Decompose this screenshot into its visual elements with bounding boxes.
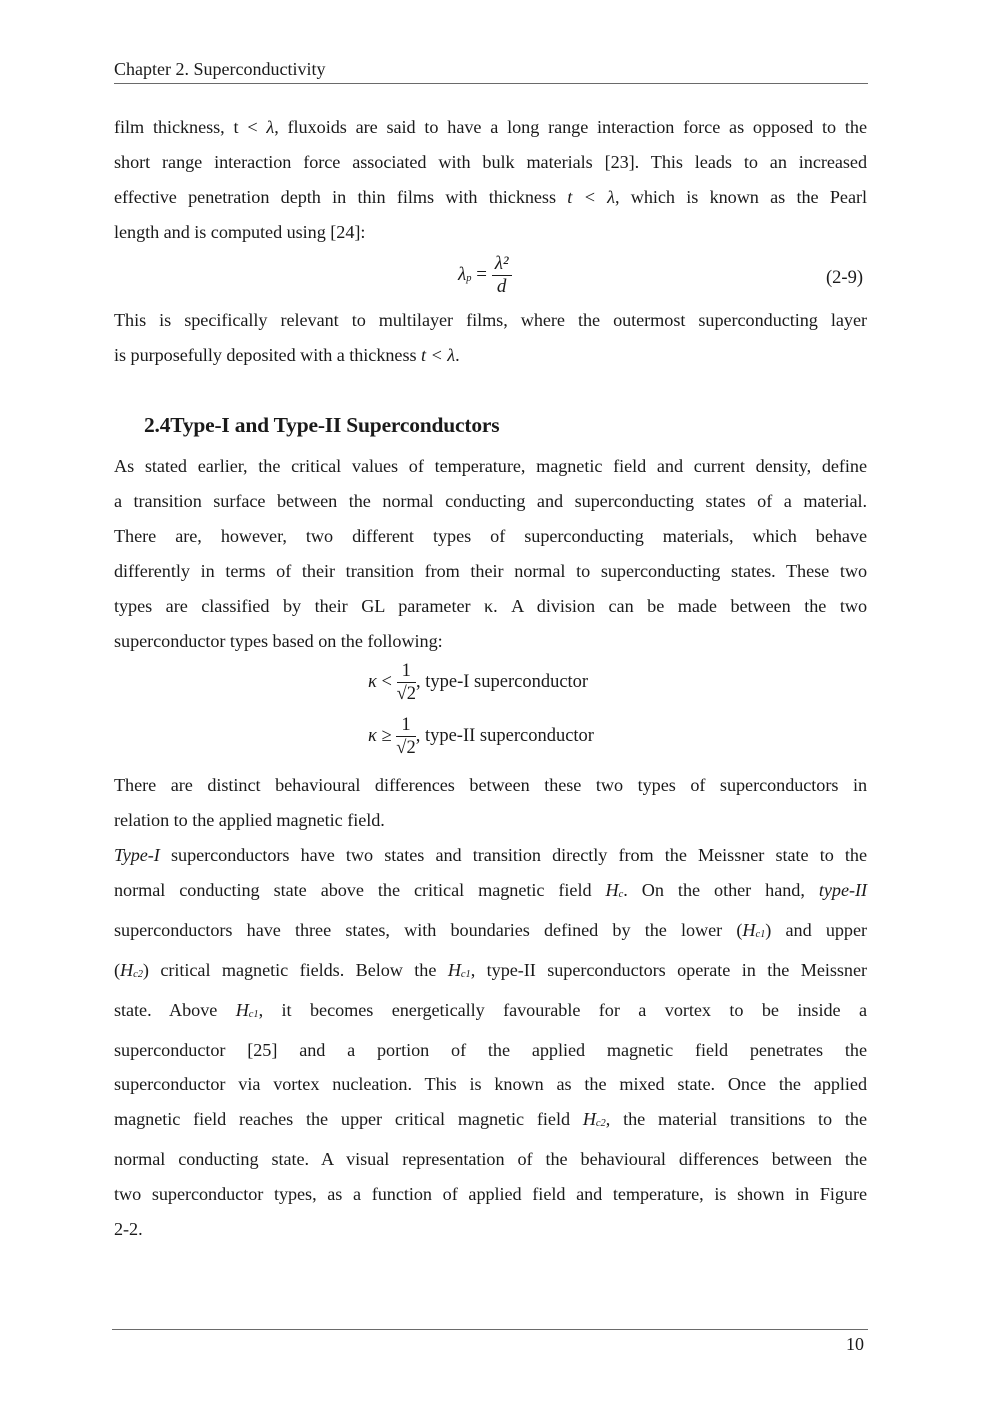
section-title: Type-I and Type-II Superconductors (170, 413, 500, 437)
fraction: $\frac{\text{λ²}}{d}$ (492, 253, 512, 298)
condition-type-ii: κ ≥ $\frac{1}{√2}$ , type-II superconductor (368, 715, 594, 758)
text-line: superconductor via vortex nucleation. This is known as the mixed state. Once the applied (114, 1074, 867, 1095)
text-line: superconductors have three states, with boundaries defined by the lower (Hc1) and upper (114, 919, 867, 940)
section-heading (144, 413, 499, 438)
text-line: superconductor [25] and a portion of the applied magnetic field penetrates the (114, 1039, 867, 1060)
condition-type-i: κ < $\frac{1}{√2}$ , type-I superconductor (368, 661, 589, 704)
text-line: types are classified by their GL parameter κ. A division can be made between the two (114, 595, 867, 616)
text-line: differently in terms of their transition from their normal to superconducting states. These two (114, 560, 867, 581)
text-line: Type-I superconductors have two states and transition directly from the Meissner state to the (114, 845, 867, 865)
text-line: superconductor types based on the following: (114, 630, 443, 651)
paragraph-types-intro (114, 449, 867, 658)
paragraph-type-details (114, 838, 867, 1247)
text-line: film thickness, t < λ, fluxoids are said to have a long range interaction force as opposed to the (114, 117, 867, 137)
text-line: two superconductor types, as a function of applied field and temperature, is shown in Figure (114, 1184, 867, 1205)
text-line: state. Above Hc1, it becomes energetically favourable for a vortex to be inside a (114, 999, 867, 1020)
paragraph-behaviour (114, 768, 867, 838)
text-line: magnetic field reaches the upper critical magnetic field Hc2, the material transitions to the (114, 1109, 867, 1130)
section-number: 2.4 (144, 413, 171, 437)
running-header: Chapter 2. Superconductivity (114, 57, 868, 84)
text-line: relation to the applied magnetic field. (114, 809, 385, 830)
text-line: As stated earlier, the critical values of temperature, magnetic field and current density, define (114, 456, 867, 476)
paragraph-pearl-intro (114, 110, 867, 250)
text-line: effective penetration depth in thin films with thickness t < λ, which is known as the Pearl (114, 186, 867, 207)
text-line: short range interaction force associated with bulk materials [23]. This leads to an increased (114, 151, 867, 172)
text-line: normal conducting state above the critical magnetic field Hc. On the other hand, type-II (114, 879, 867, 900)
text-line: 2-2. (114, 1219, 143, 1240)
text-line: (Hc2) critical magnetic fields. Below the Hc1, type-II superconductors operate in the Meissner (114, 959, 867, 980)
equation-pearl-length: λp = $\frac{\text{λ²}}{d}$ (458, 253, 512, 298)
text-line: This is specifically relevant to multilayer films, where the outermost superconducting layer (114, 310, 867, 330)
equation-number: (2-9) (826, 268, 863, 288)
text-line: normal conducting state. A visual representation of the behavioural differences between the (114, 1149, 867, 1170)
text-line: length and is computed using [24]: (114, 221, 366, 242)
page-number: 10 (846, 1334, 864, 1354)
paragraph-multilayer (114, 303, 867, 373)
text-line: a transition surface between the normal conducting and superconducting states of a material. (114, 490, 867, 511)
text-line: There are distinct behavioural differences between these two types of superconductors in (114, 775, 867, 795)
footer-divider (112, 1329, 868, 1330)
text-line: is purposefully deposited with a thickness t < λ. (114, 344, 460, 365)
text-line: There are, however, two different types of superconducting materials, which behave (114, 525, 867, 546)
